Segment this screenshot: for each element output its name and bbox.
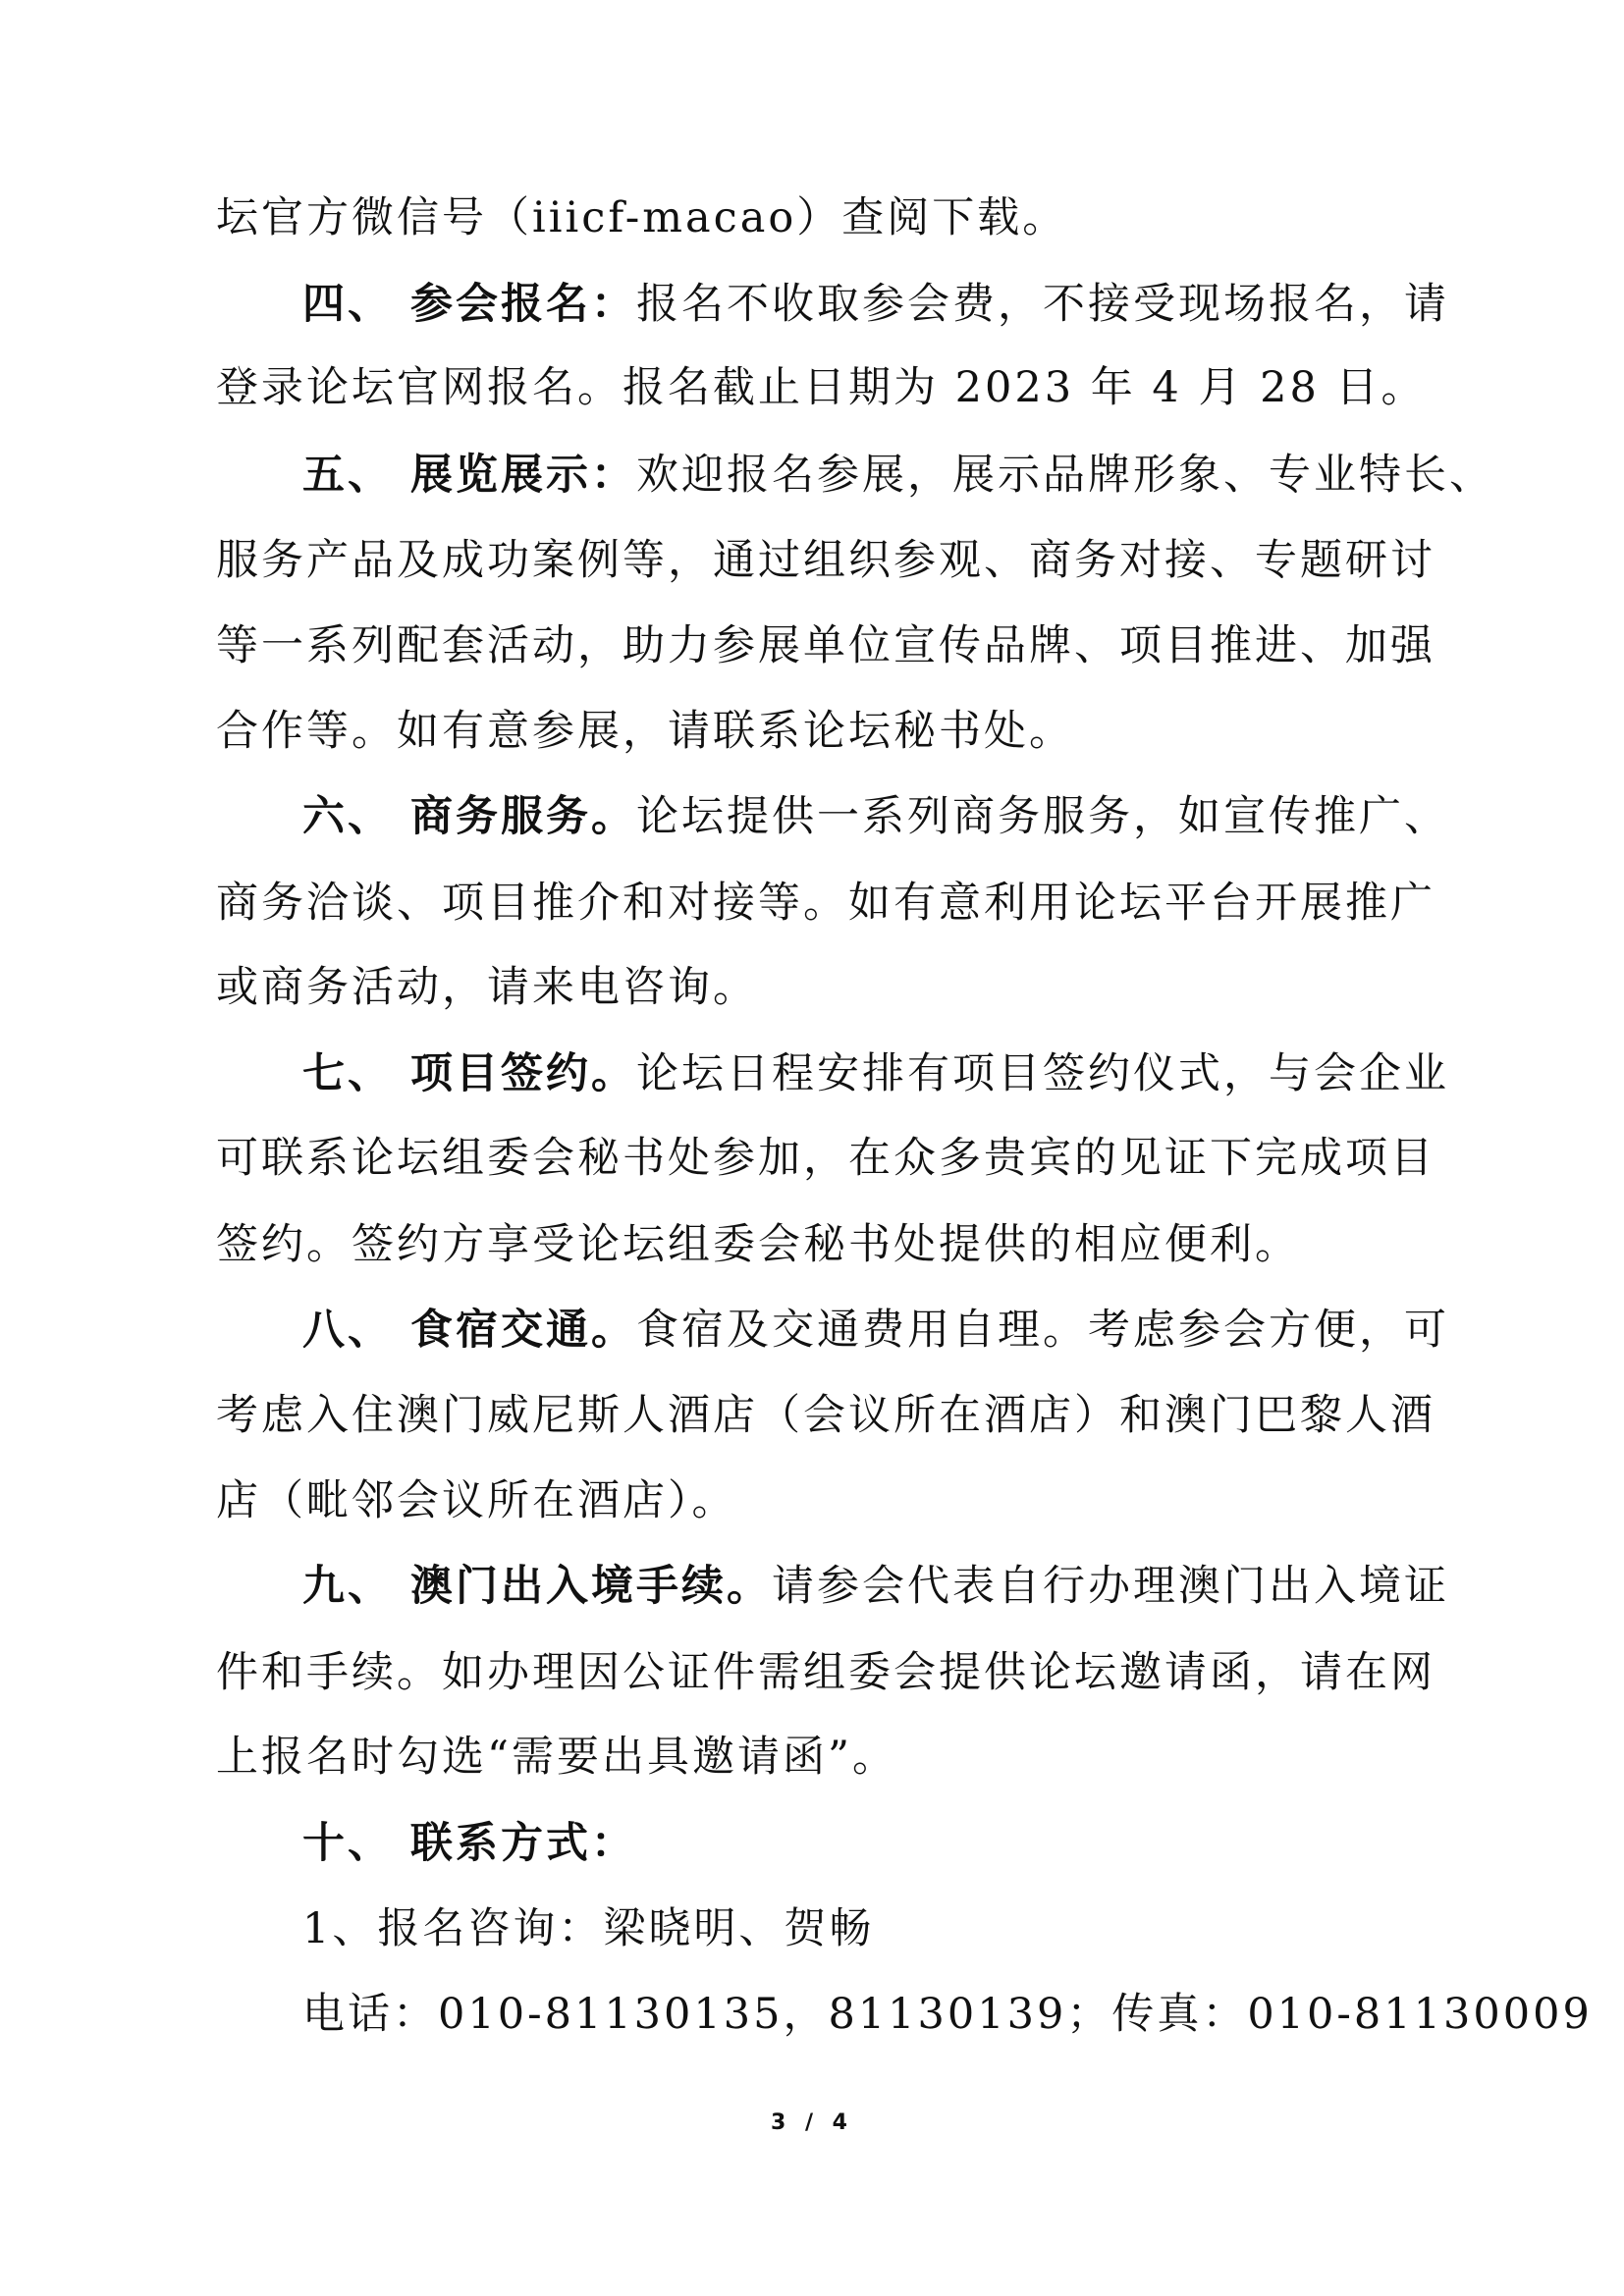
section-4-line: 登录论坛官网报名。报名截止日期为 2023 年 4 月 28 日。	[216, 363, 1427, 412]
section-8-number: 八、	[302, 1306, 393, 1355]
section-9-text: 请参会代表自行办理澳门出入境证	[772, 1562, 1449, 1611]
section-5-first-line	[302, 446, 1510, 505]
section-7-text: 论坛日程安排有项目签约仪式，与会企业	[636, 1049, 1449, 1098]
contact-registration-line: 1、报名咨询：梁晓明、贺畅	[302, 1904, 875, 1953]
section-5-line: 合作等。如有意参展，请联系论坛秘书处。	[216, 707, 1074, 756]
section-8-line: 考虑入住澳门威尼斯人酒店（会议所在酒店）和澳门巴黎人酒	[216, 1391, 1435, 1440]
section-7-number: 七、	[302, 1049, 393, 1098]
section-10-first-line	[302, 1814, 1510, 1873]
section-8-text: 食宿及交通费用自理。考虑参会方便，可	[636, 1306, 1449, 1355]
section-8-first-line	[302, 1301, 1510, 1360]
section-4-number: 四、	[302, 280, 393, 329]
section-9-heading: 澳门出入境手续。	[410, 1562, 772, 1611]
section-10-number: 十、	[302, 1819, 393, 1868]
section-6-line: 或商务活动，请来电咨询。	[216, 963, 758, 1012]
section-9-line: 上报名时勾选“需要出具邀请函”。	[216, 1733, 897, 1782]
section-6-number: 六、	[302, 792, 393, 841]
section-7-heading: 项目签约。	[410, 1049, 636, 1098]
section-4-first-line	[302, 275, 1510, 334]
section-7-line: 签约。签约方享受论坛组委会秘书处提供的相应便利。	[216, 1220, 1300, 1269]
section-4-heading: 参会报名：	[410, 280, 636, 329]
section-7-line: 可联系论坛组委会秘书处参加，在众多贵宾的见证下完成项目	[216, 1134, 1435, 1183]
contact-phone-fax-line: 电话：010-81130135，81130139；传真：010-81130009	[302, 1990, 1593, 2039]
page-number: 3 / 4	[771, 2110, 853, 2135]
section-5-line: 服务产品及成功案例等，通过组织参观、商务对接、专题研讨	[216, 536, 1435, 585]
section-8-line: 店（毗邻会议所在酒店）。	[216, 1476, 737, 1525]
section-6-heading: 商务服务。	[410, 792, 636, 841]
section-5-text: 欢迎报名参展，展示品牌形象、专业特长、	[636, 451, 1494, 500]
section-5-line: 等一系列配套活动，助力参展单位宣传品牌、项目推进、加强	[216, 621, 1435, 670]
section-5-heading: 展览展示：	[410, 451, 636, 500]
section-4-text: 报名不收取参会费，不接受现场报名，请	[636, 280, 1449, 329]
section-10-heading: 联系方式：	[410, 1819, 636, 1868]
section-5-number: 五、	[302, 451, 393, 500]
section-8-heading: 食宿交通。	[410, 1306, 636, 1355]
section-9-line: 件和手续。如办理因公证件需组委会提供论坛邀请函，请在网	[216, 1648, 1435, 1697]
section-6-first-line	[302, 787, 1510, 846]
section-9-first-line	[302, 1557, 1510, 1616]
paragraph-continuation-line: 坛官方微信号（iiicf-macao）查阅下载。	[216, 193, 1068, 242]
section-7-first-line	[302, 1044, 1510, 1103]
section-6-line: 商务洽谈、项目推介和对接等。如有意利用论坛平台开展推广	[216, 879, 1435, 928]
section-9-number: 九、	[302, 1562, 393, 1611]
section-6-text: 论坛提供一系列商务服务，如宣传推广、	[636, 792, 1449, 841]
